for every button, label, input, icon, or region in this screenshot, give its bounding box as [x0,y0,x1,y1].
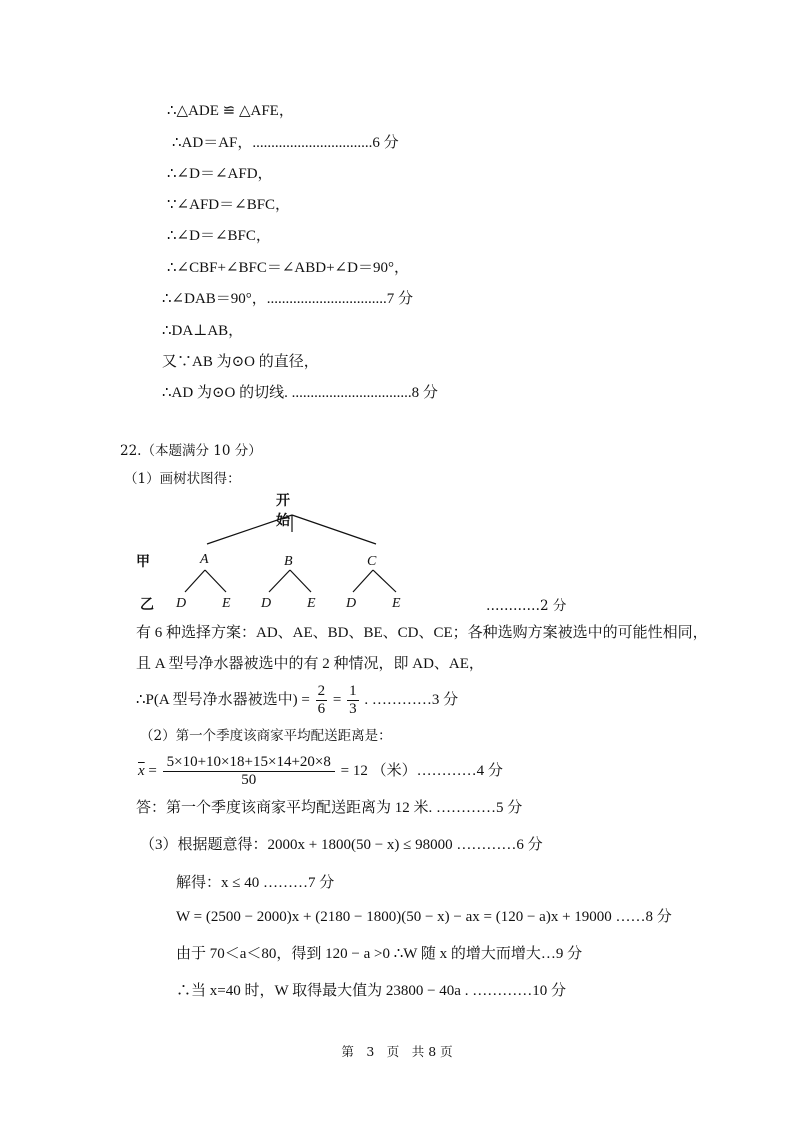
tree-row-label-jia: 甲 [136,554,150,570]
proof-line-7: ∴∠DAB＝90°，................................7 分 [162,291,414,307]
part1-title: （1）画树状图得： [124,471,241,487]
proof-line-6: ∴∠CBF+∠BFC＝∠ABD+∠D＝90°， [167,260,409,276]
proof-line-8: ∴DA⊥AB， [162,323,244,339]
proof-line-4: ∵∠AFD＝∠BFC， [167,197,291,213]
prob-prefix: ∴P(A 型号净水器被选中) = [136,692,310,708]
prob-fraction-2 [347,683,359,718]
tree-node-b: B [284,554,293,569]
proof-line-10: ∴AD 为⊙O 的切线. ................................8 分 [162,385,438,401]
question-header: 22.（本题满分 10 分） [120,443,262,459]
mean-eq: = [148,763,157,779]
part3-line-4: 由于 70＜a＜80，得到 120 − a >0 ∴W 随 x 的增大而增大…9 分 [176,946,583,962]
proof-line-9: 又∵AB 为⊙O 的直径， [162,354,319,370]
tree-node-c: C [367,554,377,569]
page-footer: 第 3 页 共 8 页 [341,1044,453,1059]
mean-numerator: 5×10+10×18+15×14+20×8 [163,754,335,772]
proof-line-5: ∴∠D＝∠BFC， [167,228,271,244]
mean-symbol: $\overline{x}$ [138,763,145,779]
tree-node-a: A [200,552,209,567]
part1-text-1: 有 6 种选择方案：AD、AE、BD、BE、CD、CE；各种选购方案被选中的可能性相同， [136,625,708,641]
part1-text-2: 且 A 型号净水器被选中的有 2 种情况，即 AD、AE， [136,656,484,672]
mean-result: = 12 （米）…………4 分 [340,763,503,779]
prob-eq: = [332,692,342,708]
prob-fraction-1 [316,683,328,718]
proof-line-1: ∴△ADE ≌ △AFE， [167,103,294,119]
tree-leaf-e3: E [392,596,401,611]
part3-line-5: ∴当 x=40 时，W 取得最大值为 23800 − 40a . …………10 分 [176,983,566,999]
proof-line-2: ∴AD＝AF，................................6 分 [172,135,399,151]
prob-frac2-den: 3 [349,701,357,718]
tree-leaf-d3: D [346,596,357,611]
prob-score: . …………3 分 [364,692,459,708]
tree-leaf-e1: E [222,596,231,611]
part2-formula [138,751,503,791]
tree-leaf-d1: D [176,596,187,611]
part1-probability [136,681,458,719]
proof-line-3: ∴∠D＝∠AFD， [167,166,273,182]
tree-leaf-d2: D [261,596,272,611]
tree-score: …………2 分 [486,598,567,614]
part3-line-1: （3）根据题意得：2000x + 1800(50 − x) ≤ 98000 …………6 分 [140,837,543,853]
prob-frac1-den: 6 [317,701,326,718]
tree-row-label-yi: 乙 [140,597,154,613]
prob-frac1-num: 2 [317,683,326,700]
mean-denominator: 50 [241,772,257,789]
prob-frac2-num: 1 [349,683,357,700]
tree-leaf-e2: E [307,596,316,611]
part3-line-3: W = (2500 − 2000)x + (2180 − 1800)(50 − x) − ax = (120 − a)x + 19000 ……8 分 [176,909,672,925]
tree-root: 开始 [276,493,290,529]
part3-line-2: 解得：x ≤ 40 ………7 分 [176,875,335,891]
mean-fraction [163,754,335,789]
part2-answer: 答：第一个季度该商家平均配送距离为 12 米. …………5 分 [136,800,523,816]
part2-title: （2）第一个季度该商家平均配送距离是： [140,728,392,744]
